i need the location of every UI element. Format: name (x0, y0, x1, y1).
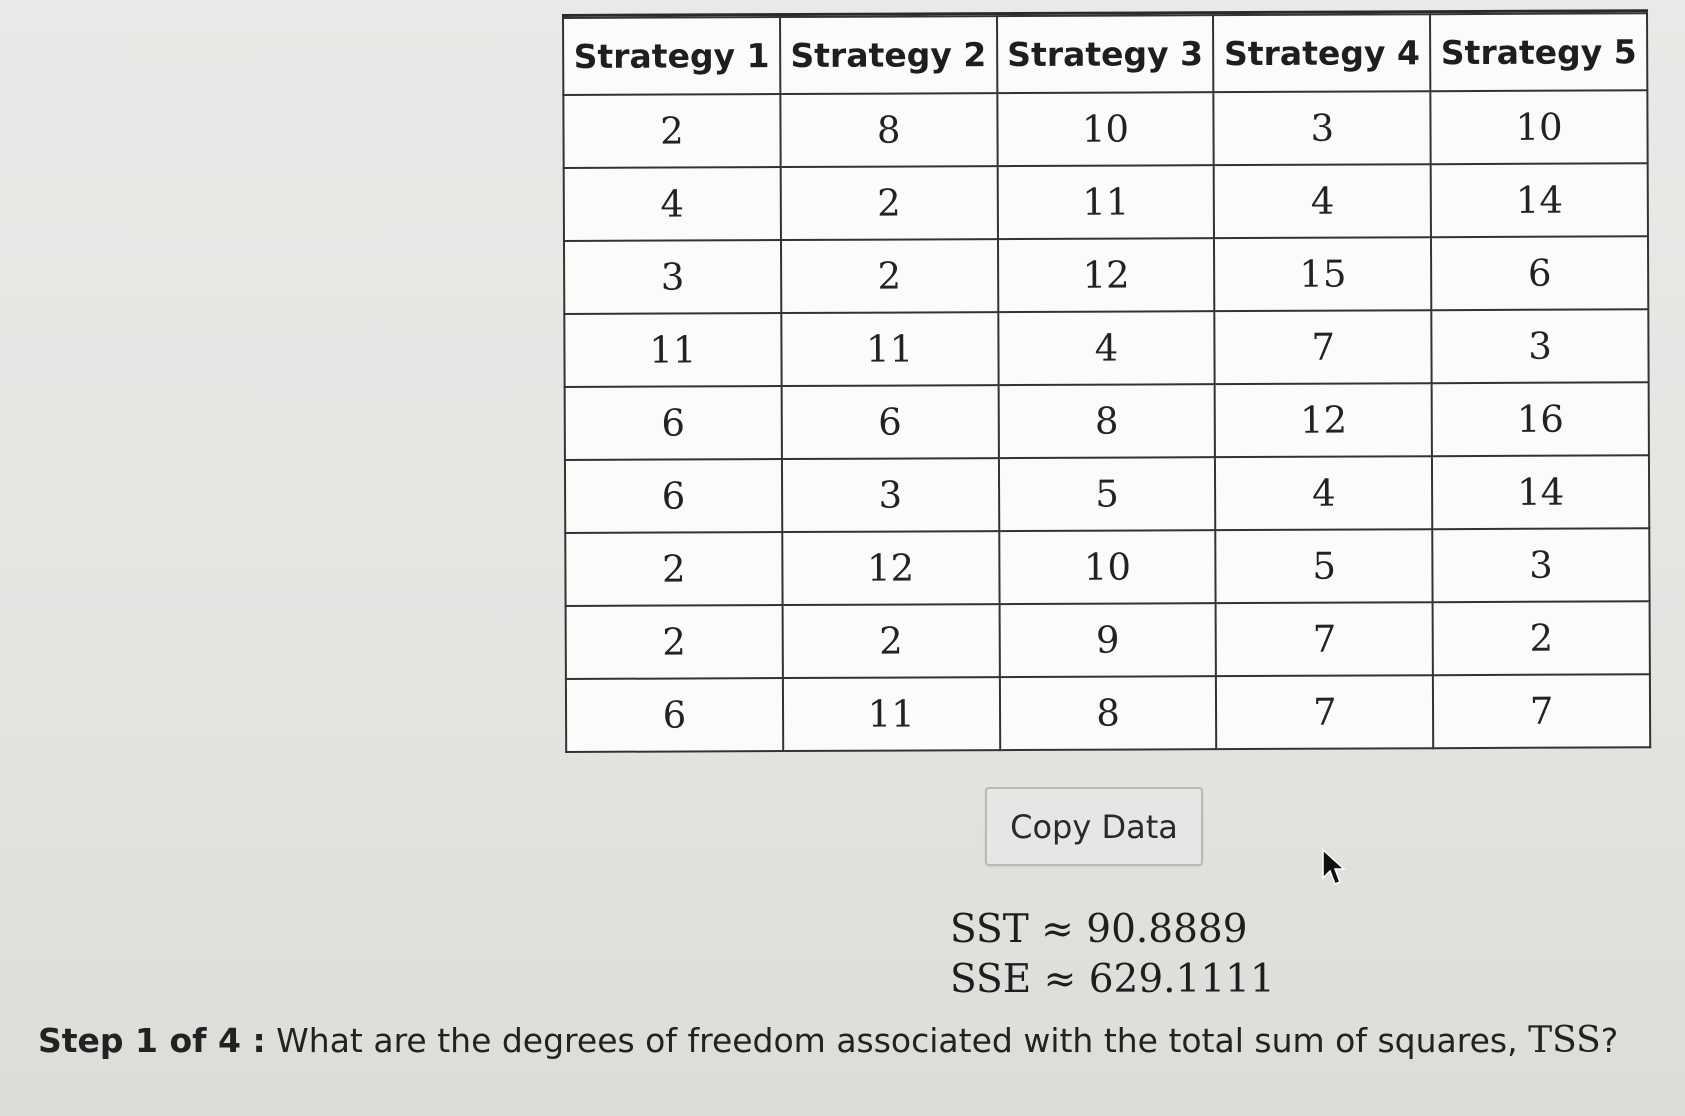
table-cell: 6 (781, 385, 998, 459)
table-cell: 2 (563, 94, 780, 168)
table-cell: 7 (1433, 674, 1650, 748)
sum-of-squares-summary (950, 905, 1275, 1005)
table-cell: 6 (565, 459, 782, 533)
column-header: Strategy 4 (1213, 14, 1430, 92)
table-cell: 15 (1214, 237, 1431, 311)
table-cell: 2 (1433, 601, 1650, 675)
table-header-row (563, 13, 1647, 95)
table-cell: 6 (1431, 236, 1648, 310)
table-cell: 8 (780, 93, 997, 167)
column-header: Strategy 2 (780, 16, 997, 94)
sst-label: SST (950, 907, 1029, 952)
table-cell: 5 (999, 457, 1216, 531)
table-cell: 3 (1431, 309, 1648, 383)
sse-line (950, 955, 1275, 1005)
table-cell: 11 (564, 313, 781, 387)
approx-symbol: ≈ (1041, 907, 1074, 952)
table-cell: 3 (782, 458, 999, 532)
table-cell: 11 (781, 312, 998, 386)
question-term: TSS (1528, 1020, 1601, 1061)
column-header: Strategy 3 (997, 15, 1214, 93)
table-cell: 10 (999, 530, 1216, 604)
table-cell: 6 (566, 678, 783, 752)
table-row (565, 382, 1649, 460)
approx-symbol: ≈ (1043, 957, 1077, 1002)
table-row (564, 163, 1648, 241)
table-cell: 7 (1215, 310, 1432, 384)
table-cell: 3 (564, 240, 781, 314)
step-label: Step 1 of 4 : (38, 1021, 266, 1060)
table-row (565, 455, 1649, 533)
table-cell: 4 (1214, 164, 1431, 238)
copy-data-button[interactable]: Copy Data (985, 787, 1203, 866)
table-cell: 10 (997, 92, 1214, 166)
table-cell: 8 (998, 384, 1215, 458)
table-cell: 4 (564, 167, 781, 241)
table-cell: 2 (782, 604, 999, 678)
sst-line (950, 905, 1275, 955)
table-cell: 6 (565, 386, 782, 460)
table-cell: 2 (781, 239, 998, 313)
table-cell: 8 (999, 676, 1216, 750)
table-row (564, 236, 1648, 314)
table-row (566, 674, 1650, 752)
table-cell: 12 (1215, 383, 1432, 457)
table-cell: 14 (1432, 455, 1649, 529)
table-cell: 5 (1216, 529, 1433, 603)
table-cell: 11 (997, 165, 1214, 239)
question-end: ? (1600, 1021, 1619, 1060)
table-cell: 4 (998, 311, 1215, 385)
table-cell: 7 (1216, 675, 1433, 749)
table-cell: 12 (782, 531, 999, 605)
table-cell: 3 (1214, 91, 1431, 165)
table-cell: 2 (566, 605, 783, 679)
table-cell: 7 (1216, 602, 1433, 676)
table-row (565, 528, 1649, 606)
table-cell: 11 (783, 677, 1000, 751)
table-row (566, 601, 1650, 679)
table-row (563, 90, 1647, 168)
sse-value: 629.1111 (1088, 957, 1275, 1002)
table-cell: 9 (999, 603, 1216, 677)
table-cell: 10 (1431, 90, 1648, 164)
column-header: Strategy 5 (1430, 13, 1647, 91)
data-table (562, 12, 1651, 753)
table-cell: 2 (565, 532, 782, 606)
mouse-pointer-icon (1321, 848, 1347, 888)
table-cell: 12 (998, 238, 1215, 312)
sse-label: SSE (950, 957, 1032, 1002)
table-cell: 16 (1432, 382, 1649, 456)
table-cell: 3 (1432, 528, 1649, 602)
sst-value: 90.8889 (1086, 907, 1248, 952)
table-cell: 4 (1215, 456, 1432, 530)
column-header: Strategy 1 (563, 17, 780, 95)
table-cell: 2 (780, 166, 997, 240)
question-prompt (38, 1020, 1618, 1061)
data-table-container (562, 9, 1651, 753)
question-text: What are the degrees of freedom associated with the total sum of squares, (276, 1021, 1518, 1060)
table-row (564, 309, 1648, 387)
table-cell: 14 (1431, 163, 1648, 237)
